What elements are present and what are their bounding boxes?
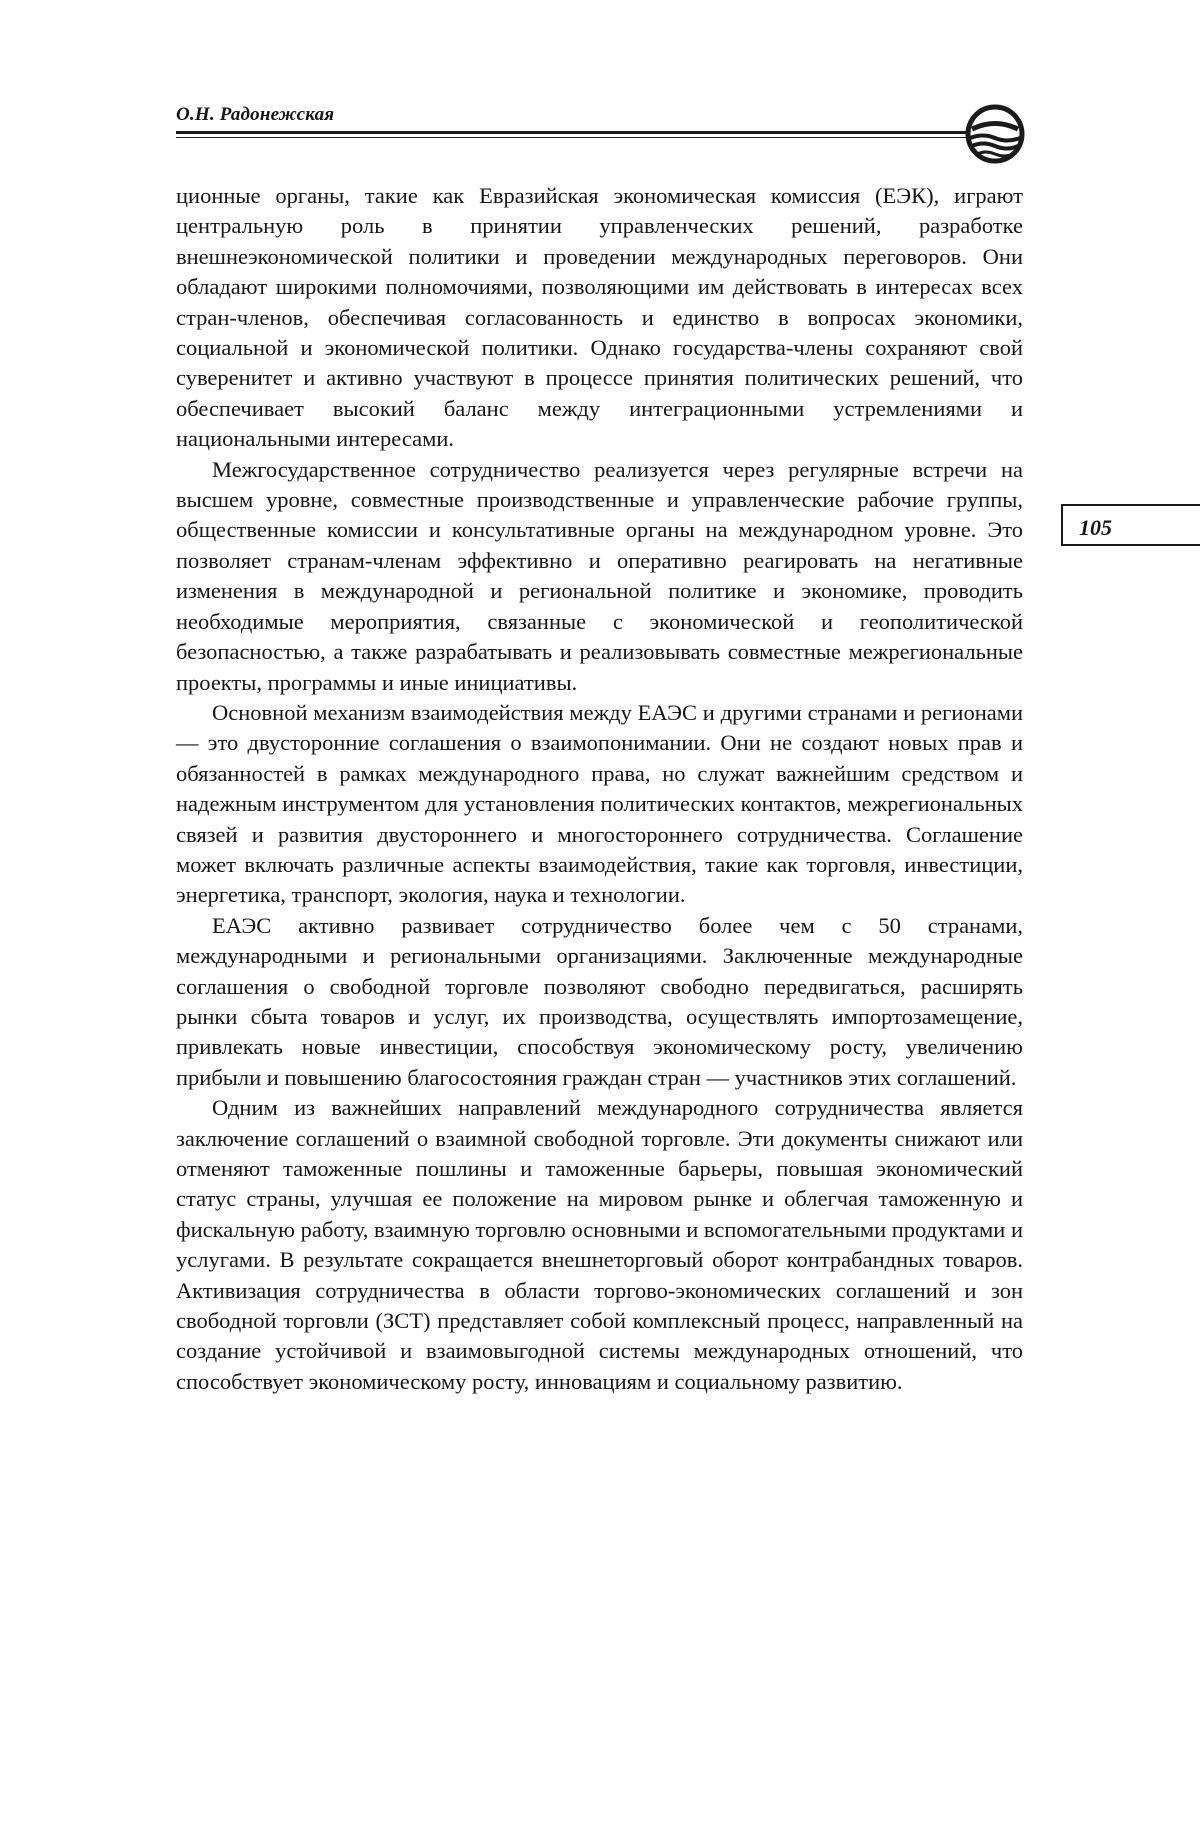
publisher-logo-icon [963,102,1027,166]
header-rule-thick [176,131,966,134]
body-text [176,181,1023,1397]
paragraph: Межгосударственное сотрудничество реализуется через регулярные встречи на высшем уровне, совместные производственные и управленческие рабочие группы, общественные комиссии и консультативные органы на международном уровне. Это позволяет странам-членам эффективно и оперативно реагировать на негативные изменения в международной и региональной политике и экономике, проводить необходимые мероприятия, связанные с экономической и геополитической безопасностью, а также разрабатывать и реализовывать совместные межрегиональные проекты, программы и иные инициативы. [176,456,1023,695]
paragraph: ционные органы, такие как Евразийская экономическая комиссия (ЕЭК), играют центральную роль в принятии управленческих решений, разработке внешнеэкономической политики и проведении международных переговоров. Они обладают широкими полномочиями, позволяющими им действовать в интересах всех стран-членов, обеспечивая согласованность и единство в вопросах экономики, социальной и экономической политики. Однако государства-члены сохраняют свой суверенитет и активно участвуют в процессе принятия политических решений, что обеспечивает высокий баланс между интеграционными устремлениями и национальными интересами. [176,183,1023,452]
paragraph: Основной механизм взаимодействия между ЕАЭС и другими странами и регионами — это двусторонние соглашения о взаимопонимании. Они не создают новых прав и обязанностей в рамках международного права, но служат важнейшим средством и надежным инструментом для установления политических контактов, межрегиональных связей и развития двустороннего и многостороннего сотрудничества. Соглашение может включать различные аспекты взаимодействия, такие как торговля, инвестиции, энергетика, транспорт, экология, наука и технологии. [176,699,1023,908]
running-header-author: О.Н. Радонежская [176,104,335,125]
paragraph: ЕАЭС активно развивает сотрудничество более чем с 50 странами, международными и региональными организациями. Заключенные международные соглашения о свободной торговле позволяют свободно передвигаться, расширять рынки сбыта товаров и услуг, их производства, осуществлять импортозамещение, привлекать новые инвестиции, способствуя экономическому росту, увеличению прибыли и повышению благосостояния граждан стран — участников этих соглашений. [176,912,1023,1090]
paragraph: Одним из важнейших направлений международного сотрудничества является заключение соглашений о взаимной свободной торговле. Эти документы снижают или отменяют таможенные пошлины и таможенные барьеры, повышая экономический статус страны, улучшая ее положение на мировом рынке и облегчая таможенную и фискальную работу, взаимную торговлю основными и вспомогательными продуктами и услугами. В результате сокращается внешнеторговый оборот контрабандных товаров. Активизация сотрудничества в области торгово-экономических соглашений и зон свободной торговли (ЗСТ) представляет собой комплексный процесс, направленный на создание устойчивой и взаимовыгодной системы международных отношений, что способствует экономическому росту, инновациям и социальному развитию. [176,1095,1024,1394]
page-number: 105 [1079,515,1112,540]
page-number-box [1061,504,1200,546]
header-rule-thin [176,137,966,138]
